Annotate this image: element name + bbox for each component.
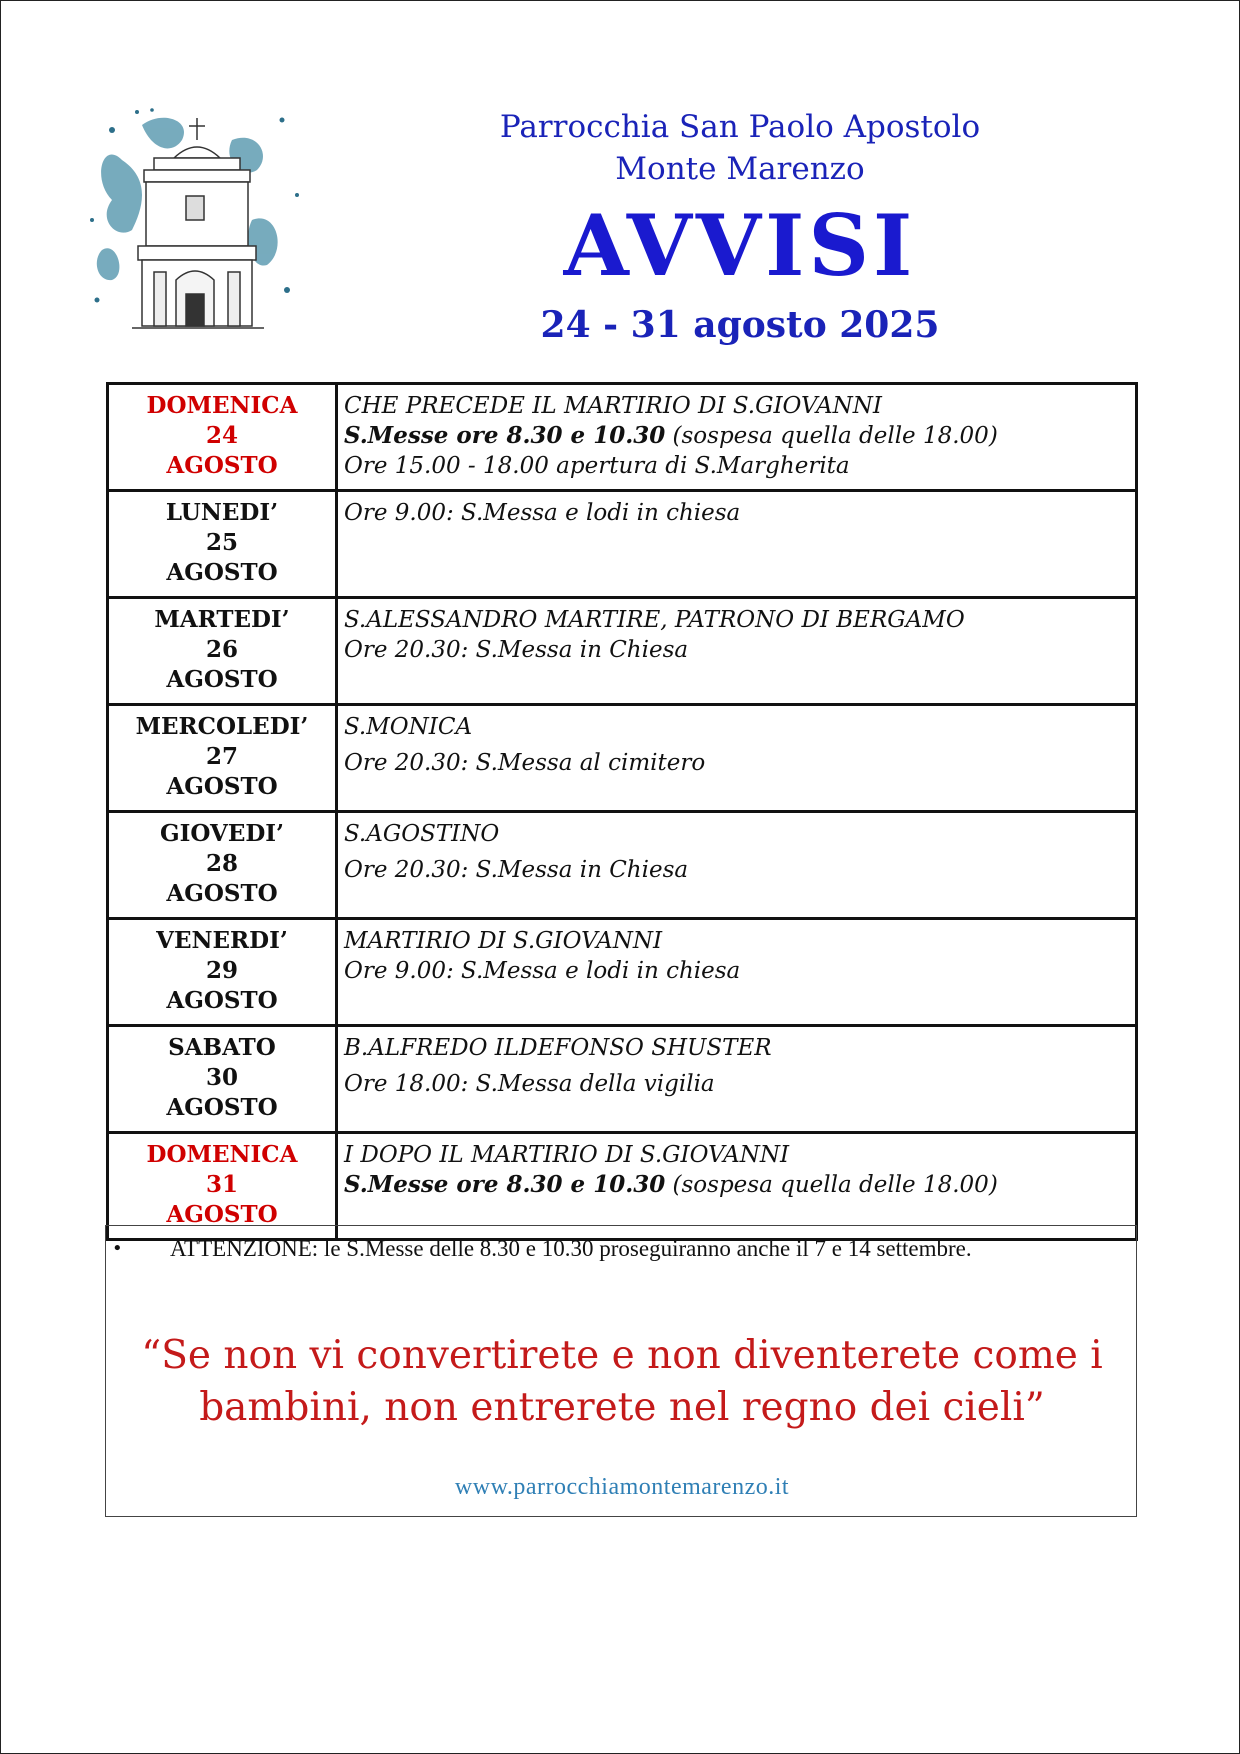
day-month: AGOSTO: [166, 987, 278, 1014]
website-link[interactable]: www.parrocchiamontemarenzo.it: [454, 1474, 790, 1500]
detail-line: I DOPO IL MARTIRIO DI S.GIOVANNI: [344, 1142, 790, 1168]
day-number: 26: [205, 636, 238, 663]
detail-line: MARTIRIO DI S.GIOVANNI: [344, 928, 663, 954]
table-row: [108, 491, 1137, 598]
detail-line: Ore 20.30: S.Messa in Chiesa: [344, 857, 689, 883]
day-month: AGOSTO: [166, 559, 278, 586]
gospel-quote: [126, 1330, 1118, 1434]
table-row: [108, 1133, 1137, 1240]
detail-bold: S.Messe ore 8.30 e 10.30: [344, 422, 666, 449]
day-name: SABATO: [168, 1034, 276, 1061]
day-cell: [108, 1026, 337, 1133]
detail-line: [344, 421, 1135, 451]
table-row: [108, 384, 1137, 491]
church-logo: [82, 100, 322, 340]
notes-box: [105, 1225, 1137, 1517]
detail-line: Ore 20.30: S.Messa in Chiesa: [344, 637, 689, 663]
day-cell: [108, 384, 337, 491]
day-cell: [108, 491, 337, 598]
detail-bold: S.Messe ore 8.30 e 10.30: [344, 1171, 666, 1198]
detail-cell: [337, 919, 1137, 1026]
day-number: 30: [205, 1064, 238, 1091]
detail-line: [344, 1170, 1135, 1200]
parish-name: Parrocchia San Paolo Apostolo: [499, 109, 981, 145]
day-month: AGOSTO: [166, 1094, 278, 1121]
day-number: 28: [205, 850, 238, 877]
day-number: 31: [205, 1171, 238, 1198]
detail-cell: [337, 491, 1137, 598]
day-cell: [108, 705, 337, 812]
day-name: MARTEDI’: [154, 606, 290, 633]
bullet-icon: •: [112, 1238, 123, 1259]
detail-line: Ore 18.00: S.Messa della vigilia: [344, 1071, 715, 1097]
day-cell: [108, 598, 337, 705]
detail-line: Ore 9.00: S.Messa e lodi in chiesa: [344, 500, 741, 526]
date-range: 24 - 31 agosto 2025: [540, 304, 940, 346]
detail-line: S.AGOSTINO: [344, 821, 500, 847]
day-name: GIOVEDI’: [159, 820, 285, 847]
detail-line: CHE PRECEDE IL MARTIRIO DI S.GIOVANNI: [344, 393, 882, 419]
detail-line: Ore 9.00: S.Messa e lodi in chiesa: [344, 958, 741, 984]
table-row: [108, 812, 1137, 919]
detail-line: B.ALFREDO ILDEFONSO SHUSTER: [344, 1035, 772, 1061]
day-number: 24: [205, 422, 238, 449]
day-name: DOMENICA: [146, 392, 298, 419]
day-month: AGOSTO: [166, 773, 278, 800]
day-month: AGOSTO: [166, 666, 278, 693]
parish-place: Monte Marenzo: [615, 151, 865, 187]
day-name: VENERDI’: [156, 927, 288, 954]
day-cell: [108, 919, 337, 1026]
day-month: AGOSTO: [166, 1201, 278, 1228]
detail-line: S.ALESSANDRO MARTIRE, PATRONO DI BERGAMO: [344, 607, 965, 633]
day-number: 25: [205, 529, 238, 556]
day-cell: [108, 812, 337, 919]
page-title: AVVISI: [563, 196, 917, 295]
detail-cell: [337, 1026, 1137, 1133]
header: [440, 106, 1040, 350]
detail-cell: [337, 812, 1137, 919]
detail-line: Ore 20.30: S.Messa al cimitero: [344, 750, 706, 776]
quote-line: bambini, non entrerete nel regno dei cieli”: [199, 1385, 1045, 1430]
detail-cell: [337, 598, 1137, 705]
table-row: [108, 1026, 1137, 1133]
detail-rest: (sospesa quella delle 18.00): [665, 423, 998, 449]
attention-note: ATTENZIONE: le S.Messe delle 8.30 e 10.30 proseguiranno anche il 7 e 14 settembre.: [170, 1236, 972, 1261]
quote-line: “Se non vi convertirete e non diventerete come i: [141, 1333, 1103, 1378]
day-month: AGOSTO: [166, 452, 278, 479]
day-month: AGOSTO: [166, 880, 278, 907]
detail-cell: [337, 1133, 1137, 1240]
table-row: [108, 598, 1137, 705]
day-name: MERCOLEDI’: [135, 713, 309, 740]
day-name: LUNEDI’: [165, 499, 279, 526]
detail-line: S.MONICA: [344, 714, 473, 740]
detail-line: Ore 15.00 - 18.00 apertura di S.Margherita: [344, 453, 850, 479]
schedule-table: [106, 382, 1138, 1241]
day-name: DOMENICA: [146, 1141, 298, 1168]
detail-cell: [337, 384, 1137, 491]
day-number: 29: [205, 957, 238, 984]
table-row: [108, 919, 1137, 1026]
day-cell: [108, 1133, 337, 1240]
day-number: 27: [205, 743, 238, 770]
detail-cell: [337, 705, 1137, 812]
detail-rest: (sospesa quella delle 18.00): [665, 1172, 998, 1198]
table-row: [108, 705, 1137, 812]
